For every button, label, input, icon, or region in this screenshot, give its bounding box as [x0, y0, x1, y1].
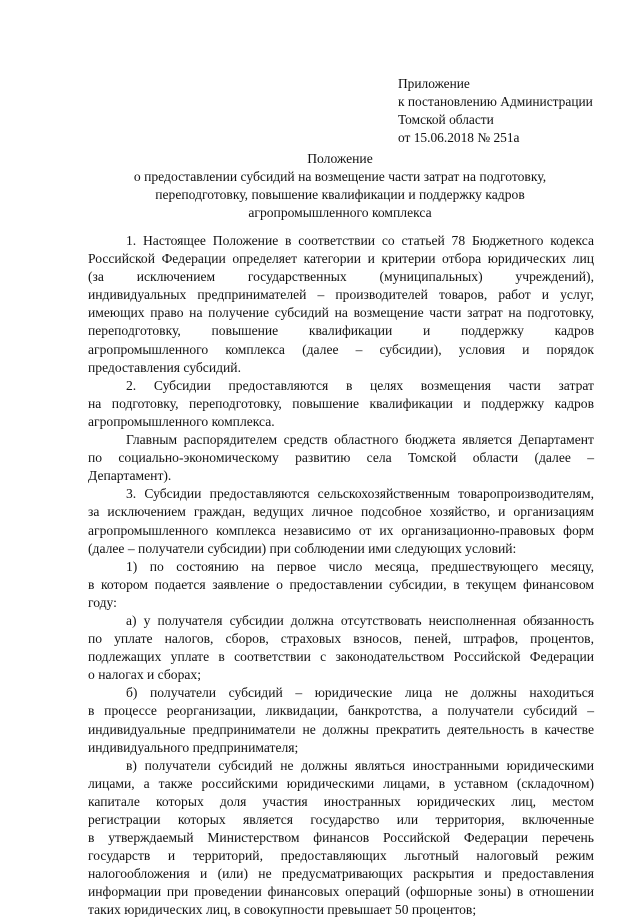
body-line: (далее – получатели субсидии) при соблюдении ими следующих условий: — [88, 540, 517, 556]
body-line: Российской Федерации определяет категории и критерии отбора юридических лиц — [88, 251, 594, 267]
title-line-2: о предоставлении субсидий на возмещение части затрат на подготовку, — [133, 169, 547, 184]
body-line: индивидуальные предприниматели не должны прекратить деятельность в качестве — [88, 721, 594, 737]
body-line: в) получатели субсидий не должны являться иностранными юридическими — [126, 757, 594, 773]
body-line: по уплате налогов, сборов, страховых взносов, пеней, штрафов, процентов, — [88, 631, 594, 647]
body-line: по социально-экономическому развитию села Томской области (далее – — [88, 450, 594, 466]
body-line: информации при проведении финансовых операций (офшорные зоны) в отношении — [88, 884, 594, 900]
body-line: имеющих право на получение субсидий на возмещение части затрат на подготовку, — [88, 305, 594, 321]
body-line: агропромышленного комплекса (далее – субсидии), условия и порядок — [88, 341, 594, 357]
appendix-line-2: к постановлению Администрации — [398, 94, 593, 109]
body-line: а) у получателя субсидии должна отсутствовать неисполненная обязанность — [126, 612, 594, 628]
body-line: Главным распорядителем средств областного бюджета является Департамент — [126, 432, 594, 448]
body-line: 3. Субсидии предоставляются сельскохозяйственным товаропроизводителям, — [126, 486, 594, 502]
body-line: государств и территорий, предоставляющих льготный налоговый режим — [88, 848, 594, 864]
body-line: регистрации которых является государство или территория, включенные — [88, 812, 594, 827]
body-line: на подготовку, переподготовку, повышение квалификации и поддержку кадров — [88, 395, 594, 411]
body-line: в котором подается заявление о предоставлении субсидии, в текущем финансовом — [88, 576, 594, 592]
document-title — [85, 150, 595, 222]
body-line: о налогах и сборах; — [88, 667, 201, 683]
body-line: переподготовку, повышение квалификации и поддержку кадров — [88, 323, 594, 339]
body-line: индивидуальных предпринимателей – производителей товаров, работ и услуг, — [88, 287, 594, 303]
appendix-line-1: Приложение — [398, 76, 470, 91]
body-line: индивидуального предпринимателя; — [88, 739, 299, 755]
body-line: в утверждаемый Министерством финансов Российской Федерации перечень — [88, 830, 594, 846]
body-line: налогообложения и (или) не предусматривающих раскрытия и предоставления — [88, 866, 594, 882]
title-line-4: агропромышленного комплекса — [248, 205, 432, 220]
body-line: за исключением граждан, ведущих личное подсобное хозяйство, и организациям — [88, 504, 594, 520]
body-line: б) получатели субсидий – юридические лица не должны находиться — [126, 685, 594, 701]
body-line: (за исключением государственных (муниципальных) учреждений), — [88, 269, 594, 285]
body-line: лицами, а также российскими юридическими лицами, в уставном (складочном) — [88, 775, 594, 791]
body-line: 1. Настоящее Положение в соответствии со статьей 78 Бюджетного кодекса — [126, 233, 594, 248]
body-line: 1) по состоянию на первое число месяца, предшествующего месяцу, — [126, 558, 594, 574]
body-line: Департамент). — [88, 468, 172, 484]
document-body — [88, 232, 594, 920]
body-line: 2. Субсидии предоставляются в целях возмещения части затрат — [126, 377, 594, 393]
body-line: году: — [88, 594, 117, 610]
title-line-1: Положение — [307, 151, 373, 166]
title-line-3: переподготовку, повышение квалификации и поддержку кадров — [155, 187, 525, 202]
body-line: таких юридических лиц, в совокупности превышает 50 процентов; — [88, 902, 477, 918]
body-line: в процессе реорганизации, ликвидации, банкротства, а получатели субсидий – — [88, 703, 594, 719]
appendix-header — [398, 75, 618, 147]
appendix-line-4: от 15.06.2018 № 251а — [398, 130, 520, 145]
body-line: агропромышленного комплекса независимо от их организационно-правовых форм — [88, 522, 594, 538]
body-line: подлежащих уплате в соответствии с законодательством Российской Федерации — [88, 649, 594, 665]
appendix-line-3: Томской области — [398, 112, 494, 127]
body-line: предоставления субсидий. — [88, 359, 241, 375]
body-line: капитале которых доля участия иностранных юридических лиц, местом — [88, 793, 594, 809]
body-line: агропромышленного комплекса. — [88, 413, 275, 429]
